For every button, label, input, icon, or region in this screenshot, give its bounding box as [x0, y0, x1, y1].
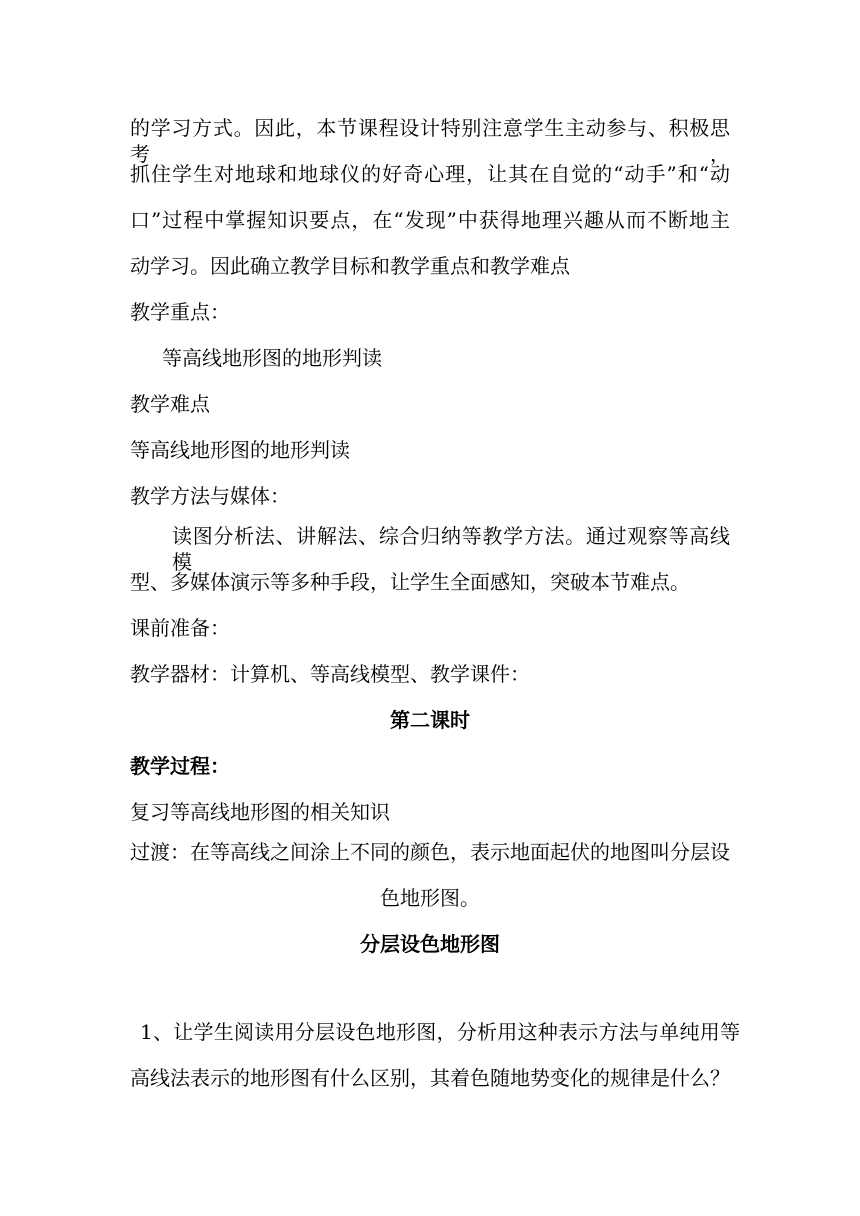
section-title: 分层设色地形图 [360, 932, 500, 956]
equipment-text: 教学器材：计算机、等高线模型、教学课件： [130, 662, 530, 686]
key-point-heading: 教学重点： [130, 300, 230, 324]
intro-paragraph-line: 口”过程中掌握知识要点，在“发现”中获得地理兴趣从而不断地主 [130, 208, 730, 232]
lesson-title: 第二课时 [390, 708, 470, 732]
prep-heading: 课前准备： [130, 616, 230, 640]
intro-paragraph-line: 动学习。因此确立教学目标和教学重点和教学难点 [130, 254, 570, 278]
question-line: 高线法表示的地形图有什么区别，其着色随地势变化的规律是什么？ [130, 1066, 730, 1090]
difficulty-text: 等高线地形图的地形判读 [130, 438, 350, 462]
transition-line: 过渡：在等高线之间涂上不同的颜色，表示地面起伏的地图叫分层设 [130, 840, 730, 864]
intro-paragraph-line: 的学习方式。因此，本节课程设计特别注意学生主动参与、积极思考， [130, 116, 730, 166]
method-heading: 教学方法与媒体： [130, 484, 290, 508]
transition-line: 色地形图。 [380, 886, 480, 910]
intro-paragraph-line: 抓住学生对地球和地球仪的好奇心理，让其在自觉的“动手”和“动 [130, 162, 730, 186]
difficulty-heading: 教学难点 [130, 392, 210, 416]
review-text: 复习等高线地形图的相关知识 [130, 800, 390, 824]
question-line: 1、让学生阅读用分层设色地形图，分析用这种表示方法与单纯用等 [140, 1020, 740, 1044]
method-paragraph-line: 型、多媒体演示等多种手段，让学生全面感知，突破本节难点。 [130, 570, 690, 594]
method-paragraph-line: 读图分析法、讲解法、综合归纳等教学方法。通过观察等高线模 [172, 524, 730, 574]
key-point-text: 等高线地形图的地形判读 [162, 346, 382, 370]
process-heading: 教学过程： [130, 754, 230, 778]
